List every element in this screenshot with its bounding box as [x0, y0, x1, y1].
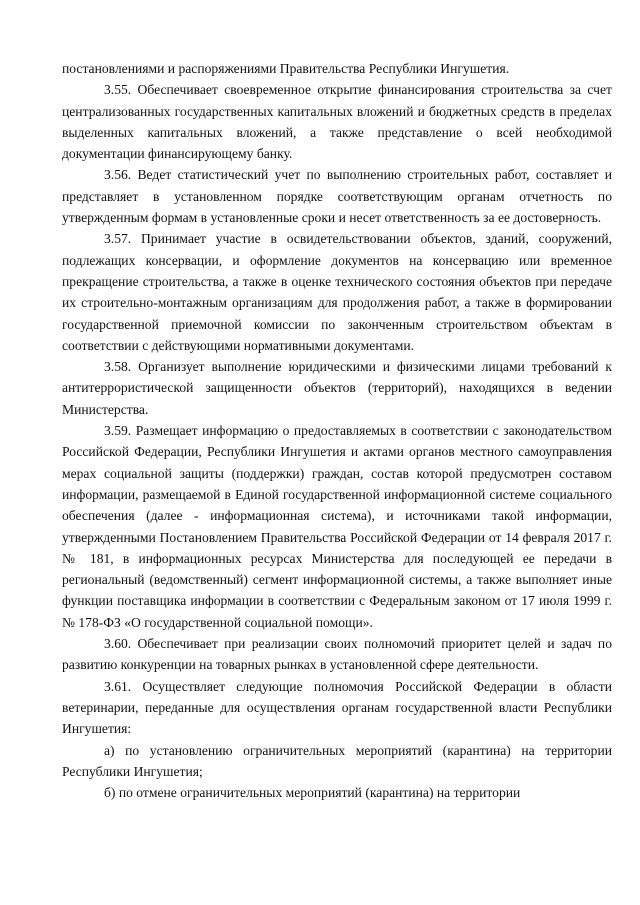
paragraph-3-55: 3.55. Обеспечивает своевременное открытие финансирования строительства за счет централизованных государственных капитальных вложений и бюджетных средств в пределах выделенных капитальных вложений, а также представление о всей необходимой документации финансирующему банку. [62, 82, 612, 162]
paragraph-3-60: 3.60. Обеспечивает при реализации своих полномочий приоритет целей и задач по развитию конкуренции на товарных рынках в установленной сфере деятельности. [62, 636, 612, 673]
paragraph-3-56: 3.56. Ведет статистический учет по выполнению строительных работ, составляет и представляет в установленном порядке соответствующим органам отчетность по утвержденным формам в установленные сроки и несет ответственность за ее достоверность. [62, 167, 612, 226]
list-item-b: б) по отмене ограничительных мероприятий (карантина) на территории [104, 785, 521, 801]
paragraph-3-59: 3.59. Размещает информацию о предоставляемых в соответствии с законодательством Российской Федерации, Республики Ингушетия и актами органов местного самоуправления мерах социальной защиты (поддержки) граждан, состав которой предусмотрен составом информации, размещаемой в Единой государственной информационной системе социального обеспечения (далее - информационная система), и источниками такой информации, утвержденными Постановлением Правительства Российской Федерации от 14 февраля 2017 г. № 181, в информационных ресурсах Министерства для последующей ее передачи в региональный (ведомственный) сегмент информационной системы, а также выполняет иные функции поставщика информации в соответствии с Федеральным законом от 17 июля 1999 г. № 178-ФЗ «О государственной социальной помощи». [62, 423, 612, 630]
paragraph-continuation: постановлениями и распоряжениями Правительства Республики Ингушетия. [62, 61, 510, 76]
paragraph-3-61: 3.61. Осуществляет следующие полномочия Российской Федерации в области ветеринарии, переданные для осуществления органам государственной власти Республики Ингушетия: [62, 678, 612, 737]
paragraph-3-57: 3.57. Принимает участие в освидетельствовании объектов, зданий, сооружений, подлежащих консервации, и оформление документов на консервацию или временное прекращение строительства, а также в оценке технического состояния объектов при передаче их строительно-монтажным организациям для продолжения работ, а также в формировании государственной приемочной комиссии по законченным строительством объектам в соответствии с действующими нормативными документами. [62, 231, 612, 353]
paragraph-3-58: 3.58. Организует выполнение юридическими и физическими лицами требований к антитеррористической защищенности объектов (территорий), находящихся в ведении Министерства. [62, 359, 612, 417]
document-page [62, 58, 612, 803]
list-item-a: а) по установлению ограничительных мероприятий (карантина) на территории Республики Ингушетия; [62, 742, 612, 779]
